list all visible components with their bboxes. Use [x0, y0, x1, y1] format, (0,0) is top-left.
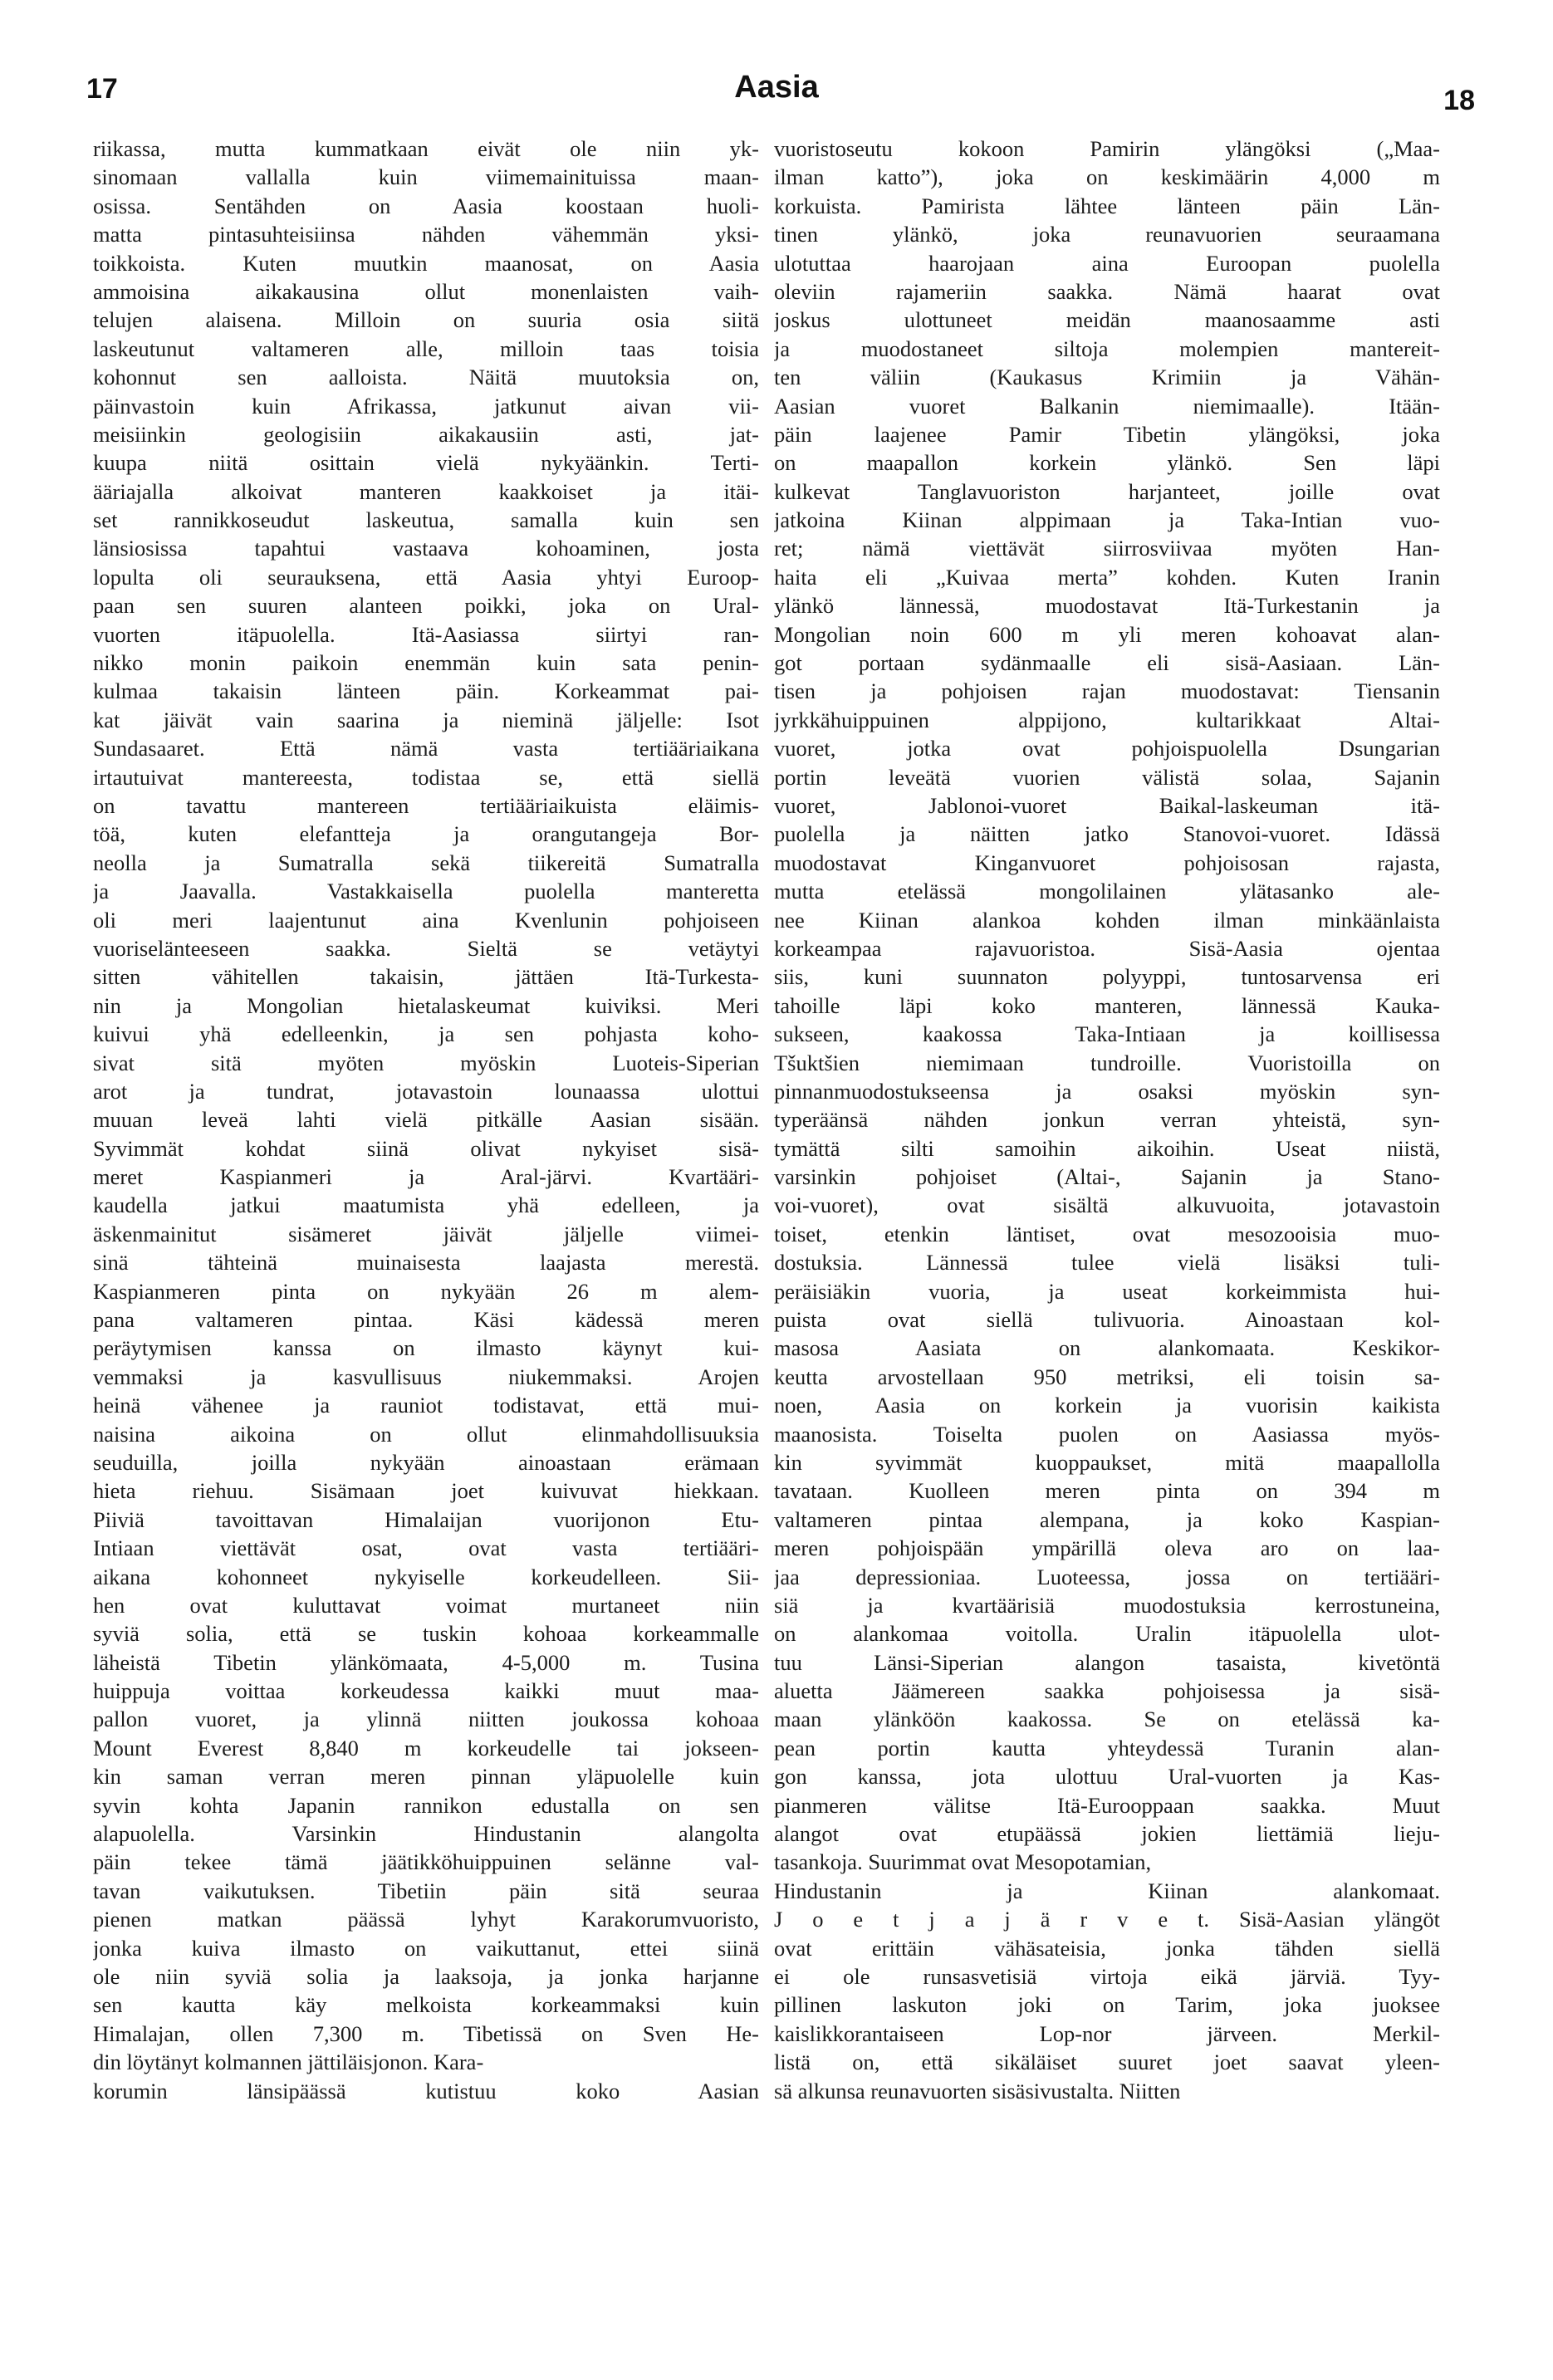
text-column-left: [93, 135, 759, 2360]
text-line: haita eli „Kuivaa merta” kohden. Kuten Iranin: [774, 564, 1440, 590]
text-line: pianmeren välitse Itä-Eurooppaan saakka. Muut: [774, 1792, 1440, 1818]
text-line: peräisiäkin vuoria, ja useat korkeimmista hui-: [774, 1278, 1440, 1304]
text-line: vuoret, Jablonoi-vuoret Baikal-laskeuman itä-: [774, 792, 1440, 818]
text-line: pillinen laskuton joki on Tarim, joka juoksee: [774, 1992, 1440, 2018]
text-line: keutta arvostellaan 950 metriksi, eli toisin sa-: [774, 1364, 1440, 1389]
text-line: sinomaan vallalla kuin viimemainituissa maan-: [93, 164, 759, 190]
text-line: Mount Everest 8,840 m korkeudelle tai jokseen-: [93, 1735, 759, 1761]
text-line: irtautuivat mantereesta, todistaa se, että siellä: [93, 764, 759, 790]
text-line: nin ja Mongolian hietalaskeumat kuiviksi. Meri: [93, 992, 759, 1018]
text-line: kulmaa takaisin länteen päin. Korkeammat pai-: [93, 678, 759, 704]
text-line: peräytymisen kanssa on ilmasto käynyt kui-: [93, 1335, 759, 1361]
text-line: jaa depressioniaa. Luoteessa, jossa on tertiääri-: [774, 1564, 1440, 1589]
text-line: ovat erittäin vähäsateisia, jonka tähden siellä: [774, 1935, 1440, 1961]
text-line: vuoriselänteeseen saakka. Sieltä se vetäytyi: [93, 935, 759, 961]
text-line: ret; nämä viettävät siirrosviivaa myöten Han-: [774, 536, 1440, 561]
text-line: korumin länsipäässä kutistuu koko Aasian: [93, 2078, 759, 2103]
text-line: alangot ovat etupäässä jokien liettämiä lieju-: [774, 1821, 1440, 1847]
text-line: äskenmainitut sisämeret jäivät jäljelle viimei-: [93, 1221, 759, 1246]
text-line: Tšuktšien niemimaan tundroille. Vuoristoilla on: [774, 1050, 1440, 1075]
text-line: tavataan. Kuolleen meren pinta on 394 m: [774, 1478, 1440, 1504]
text-line: töä, kuten elefantteja ja orangutangeja Bor-: [93, 821, 759, 847]
text-line: vuoristoseutu kokoon Pamirin ylängöksi („Maa-: [774, 136, 1440, 161]
text-line: vuorten itäpuolella. Itä-Aasiassa siirtyi ran-: [93, 621, 759, 647]
text-line: tasankoja. Suurimmat ovat Mesopotamian,: [774, 1849, 1152, 1875]
text-line: on tavattu mantereen tertiääriaikuista eläimis-: [93, 792, 759, 818]
text-line: siä ja kvartäärisiä muodostuksia kerrostuneina,: [774, 1592, 1440, 1618]
text-line: din löytänyt kolmannen jättiläisjonon. Kara-: [93, 2049, 484, 2075]
text-line: jyrkkähuippuinen alppijono, kultarikkaat Altai-: [774, 707, 1440, 732]
text-line: sitten vähitellen takaisin, jättäen Itä-Turkesta-: [93, 964, 759, 990]
text-line: masosa Aasiata on alankomaata. Keskikor-: [774, 1335, 1440, 1361]
text-line: joskus ulottuneet meidän maanosaamme asti: [774, 307, 1440, 333]
text-line: huippuja voittaa korkeudessa kaikki muut maa-: [93, 1678, 759, 1704]
text-line: tahoille läpi koko manteren, lännessä Kauka-: [774, 992, 1440, 1018]
text-line: Aasian vuoret Balkanin niemimaalle). Itään-: [774, 393, 1440, 419]
text-line: syviä solia, että se tuskin kohoaa korkeammalle: [93, 1621, 759, 1647]
text-line: pana valtameren pintaa. Käsi kädessä meren: [93, 1307, 759, 1333]
text-line: J o e t j a j ä r v e t. Sisä-Aasian ylängöt: [774, 1907, 1440, 1932]
text-line: listä on, että sikäläiset suuret joet saavat yleen-: [774, 2049, 1440, 2075]
text-line: pinnanmuodostukseensa ja osaksi myöskin syn-: [774, 1078, 1440, 1104]
text-line: kin syvimmät kuoppaukset, mitä maapallolla: [774, 1449, 1440, 1475]
text-line: oleviin rajameriin saakka. Nämä haarat ovat: [774, 278, 1440, 304]
text-line: neolla ja Sumatralla sekä tiikereitä Sumatralla: [93, 850, 759, 875]
text-line: aluetta Jäämereen saakka pohjoisessa ja sisä-: [774, 1678, 1440, 1704]
text-line: ammoisina aikakausina ollut monenlaisten vaih-: [93, 278, 759, 304]
text-line: sä alkunsa reunavuorten sisäsivustalta. Niitten: [774, 2078, 1181, 2103]
page-number-left: 17: [86, 73, 118, 105]
text-line: vuoret, jotka ovat pohjoispuolella Dsungarian: [774, 736, 1440, 762]
text-line: aikana kohonneet nykyiselle korkeudelleen. Sii-: [93, 1564, 759, 1589]
text-line: alapuolella. Varsinkin Hindustanin alangolta: [93, 1821, 759, 1847]
text-line: muuan leveä lahti vielä pitkälle Aasian sisään.: [93, 1107, 759, 1133]
text-line: meisiinkin geologisiin aikakausiin asti, jat-: [93, 421, 759, 447]
text-line: voi-vuoret), ovat sisältä alkuvuoita, jotavastoin: [774, 1192, 1440, 1218]
text-line: valtameren pintaa alempana, ja koko Kaspian-: [774, 1506, 1440, 1532]
text-line: ole niin syviä solia ja laaksoja, ja jonka harjanne: [93, 1964, 759, 1989]
text-line: tisen ja pohjoisen rajan muodostavat: Tiensanin: [774, 678, 1440, 704]
text-line: pallon vuoret, ja ylinnä niitten joukossa kohoaa: [93, 1707, 759, 1732]
text-line: varsinkin pohjoiset (Altai-, Sajanin ja Stano-: [774, 1164, 1440, 1190]
text-line: nee Kiinan alankoa kohden ilman minkäänlaista: [774, 907, 1440, 933]
text-line: oli meri laajentunut aina Kvenlunin pohjoiseen: [93, 907, 759, 933]
text-line: toikkoista. Kuten muutkin maanosat, on Aasia: [93, 250, 759, 276]
text-line: pean portin kautta yhteydessä Turanin alan-: [774, 1735, 1440, 1761]
text-line: tymättä silti samoihin aikoihin. Useat niistä,: [774, 1135, 1440, 1161]
text-line: ilman katto”), joka on keskimäärin 4,000 m: [774, 164, 1440, 190]
text-line: nikko monin paikoin enemmän kuin sata penin-: [93, 650, 759, 676]
text-line: laskeutunut valtameren alle, milloin taas toisia: [93, 335, 759, 361]
text-line: ylänkö lännessä, muodostavat Itä-Turkestanin ja: [774, 593, 1440, 619]
page-number-right: 18: [1443, 85, 1475, 116]
text-line: Kaspianmeren pinta on nykyään 26 m alem-: [93, 1278, 759, 1304]
text-line: jonka kuiva ilmasto on vaikuttanut, ettei siinä: [93, 1935, 759, 1961]
text-line: maanosista. Toiselta puolen on Aasiassa myös-: [774, 1421, 1440, 1447]
text-line: Syvimmät kohdat siinä olivat nykyiset sisä-: [93, 1135, 759, 1161]
text-line: päin laajenee Pamir Tibetin ylängöksi, joka: [774, 421, 1440, 447]
text-line: kuupa niitä osittain vielä nykyäänkin. Terti-: [93, 450, 759, 476]
text-line: ääriajalla alkoivat manteren kaakkoiset ja itäi-: [93, 478, 759, 504]
text-line: dostuksia. Lännessä tulee vielä lisäksi tuli-: [774, 1250, 1440, 1276]
text-line: Intiaan viettävät osat, ovat vasta tertiääri-: [93, 1535, 759, 1561]
text-line: telujen alaisena. Milloin on suuria osia siitä: [93, 307, 759, 333]
text-line: pienen matkan päässä lyhyt Karakorumvuoristo,: [93, 1907, 759, 1932]
text-line: vemmaksi ja kasvullisuus niukemmaksi. Arojen: [93, 1364, 759, 1389]
text-line: tinen ylänkö, joka reunavuorien seuraamana: [774, 222, 1440, 247]
text-line: jatkoina Kiinan alppimaan ja Taka-Intian vuo-: [774, 507, 1440, 533]
text-line: Himalajan, ollen 7,300 m. Tibetissä on Sven He-: [93, 2020, 759, 2046]
text-line: on alankomaa voitolla. Uralin itäpuolella ulot-: [774, 1621, 1440, 1647]
text-line: paan sen suuren alanteen poikki, joka on Ural-: [93, 593, 759, 619]
text-line: Hindustanin ja Kiinan alankomaat.: [774, 1878, 1440, 1903]
text-line: hen ovat kuluttavat voimat murtaneet niin: [93, 1592, 759, 1618]
text-line: päinvastoin kuin Afrikassa, jatkunut aivan vii-: [93, 393, 759, 419]
text-line: ei ole runsasvetisiä virtoja eikä järviä. Tyy-: [774, 1964, 1440, 1989]
text-line: meret Kaspianmeri ja Aral-järvi. Kvartääri-: [93, 1164, 759, 1190]
text-line: puista ovat siellä tulivuoria. Ainoastaan kol-: [774, 1307, 1440, 1333]
text-line: noen, Aasia on korkein ja vuorisin kaikista: [774, 1393, 1440, 1418]
text-line: sen kautta käy melkoista korkeammaksi kuin: [93, 1992, 759, 2018]
text-line: portin leveätä vuorien välistä solaa, Sajanin: [774, 764, 1440, 790]
text-line: matta pintasuhteisiinsa nähden vähemmän yksi-: [93, 222, 759, 247]
text-line: sinä tähteinä muinaisesta laajasta merestä.: [93, 1250, 759, 1276]
text-line: ja muodostaneet siltoja molempien mantereit-: [774, 335, 1440, 361]
text-line: mutta etelässä mongolilainen ylätasanko ale-: [774, 879, 1440, 904]
text-line: sivat sitä myöten myöskin Luoteis-Siperian: [93, 1050, 759, 1075]
text-line: typeräänsä nähden jonkun verran yhteistä, syn-: [774, 1107, 1440, 1133]
text-line: sukseen, kaakossa Taka-Intiaan ja koillisessa: [774, 1021, 1440, 1047]
text-line: siis, kuni suunnaton polyyppi, tuntosarvensa eri: [774, 964, 1440, 990]
text-line: kulkevat Tanglavuoriston harjanteet, joille ovat: [774, 478, 1440, 504]
text-line: läheistä Tibetin ylänkömaata, 4-5,000 m. Tusina: [93, 1649, 759, 1675]
text-line: on maapallon korkein ylänkö. Sen läpi: [774, 450, 1440, 476]
text-line: Mongolian noin 600 m yli meren kohoavat alan-: [774, 621, 1440, 647]
text-line: kin saman verran meren pinnan yläpuolelle kuin: [93, 1764, 759, 1790]
text-line: Piiviä tavoittavan Himalaijan vuorijonon Etu-: [93, 1506, 759, 1532]
text-line: meren pohjoispään ympärillä oleva aro on laa-: [774, 1535, 1440, 1561]
text-line: korkeampaa rajavuoristoa. Sisä-Aasia ojentaa: [774, 935, 1440, 961]
text-line: ulotuttaa haarojaan aina Euroopan puolella: [774, 250, 1440, 276]
running-title: Aasia: [734, 70, 819, 105]
text-line: puolella ja näitten jatko Stanovoi-vuoret. Idässä: [774, 821, 1440, 847]
text-line: set rannikkoseudut laskeutua, samalla kuin sen: [93, 507, 759, 533]
text-line: riikassa, mutta kummatkaan eivät ole niin yk-: [93, 136, 759, 161]
text-line: muodostavat Kinganvuoret pohjoisosan rajasta,: [774, 850, 1440, 875]
text-line: maan ylänköön kaakossa. Se on etelässä ka-: [774, 1707, 1440, 1732]
text-line: päin tekee tämä jäätikköhuippuinen selänne val-: [93, 1849, 759, 1875]
text-line: korkuista. Pamirista lähtee länteen päin Län-: [774, 193, 1440, 218]
text-line: länsiosissa tapahtui vastaava kohoaminen, josta: [93, 536, 759, 561]
text-line: kat jäivät vain saarina ja nieminä jäljelle: Isot: [93, 707, 759, 732]
text-line: gon kanssa, jota ulottuu Ural-vuorten ja Kas-: [774, 1764, 1440, 1790]
text-line: tavan vaikutuksen. Tibetiin päin sitä seuraa: [93, 1878, 759, 1903]
text-line: kaudella jatkui maatumista yhä edelleen, ja: [93, 1192, 759, 1218]
text-line: heinä vähenee ja rauniot todistavat, että mui-: [93, 1393, 759, 1418]
text-line: lopulta oli seurauksena, että Aasia yhtyi Euroop-: [93, 564, 759, 590]
text-line: kuivui yhä edelleenkin, ja sen pohjasta koho-: [93, 1021, 759, 1047]
text-line: kohonnut sen aalloista. Näitä muutoksia on,: [93, 365, 759, 390]
text-line: naisina aikoina on ollut elinmahdollisuuksia: [93, 1421, 759, 1447]
text-line: ten väliin (Kaukasus Krimiin ja Vähän-: [774, 365, 1440, 390]
text-line: osissa. Sentähden on Aasia koostaan huoli-: [93, 193, 759, 218]
text-line: Sundasaaret. Että nämä vasta tertiääriaikana: [93, 736, 759, 762]
text-line: ja Jaavalla. Vastakkaisella puolella manteretta: [93, 879, 759, 904]
text-column-right: [774, 135, 1440, 2360]
text-line: seuduilla, joilla nykyään ainoastaan erämaan: [93, 1449, 759, 1475]
text-line: got portaan sydänmaalle eli sisä-Aasiaan. Län-: [774, 650, 1440, 676]
text-line: arot ja tundrat, jotavastoin lounaassa ulottui: [93, 1078, 759, 1104]
text-line: kaislikkorantaiseen Lop-nor järveen. Merkil-: [774, 2020, 1440, 2046]
text-line: hieta riehuu. Sisämaan joet kuivuvat hiekkaan.: [93, 1478, 759, 1504]
text-line: syvin kohta Japanin rannikon edustalla on sen: [93, 1792, 759, 1818]
text-line: toiset, etenkin läntiset, ovat mesozooisia muo-: [774, 1221, 1440, 1246]
text-line: tuu Länsi-Siperian alangon tasaista, kivetöntä: [774, 1649, 1440, 1675]
